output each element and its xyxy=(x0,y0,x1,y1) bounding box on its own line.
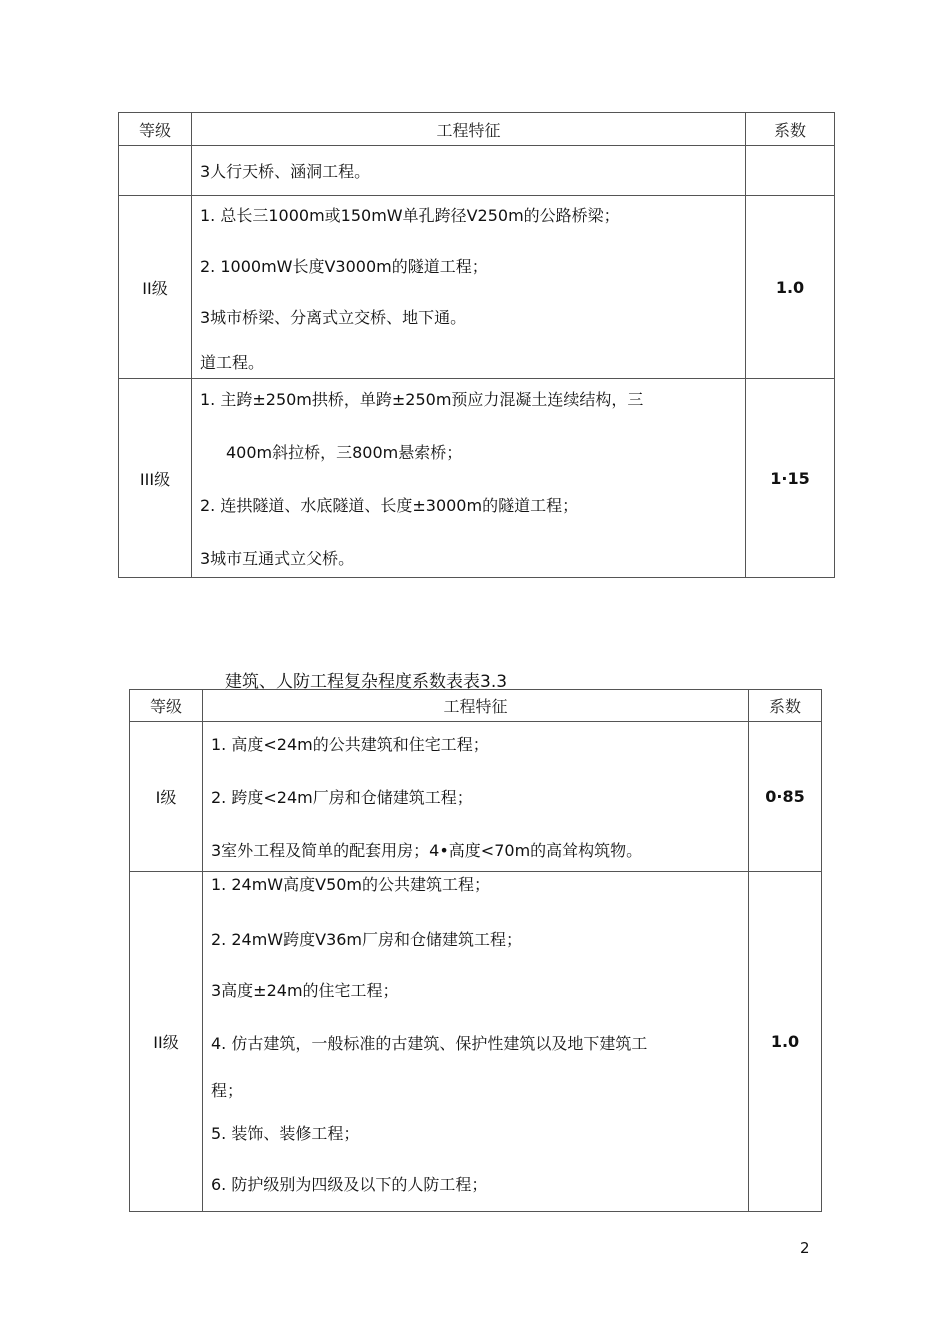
feature-line: 道工程。 xyxy=(200,353,265,372)
header-feature: 工程特征 xyxy=(203,690,749,722)
feature-cell xyxy=(192,196,746,379)
feature-cell xyxy=(192,146,746,196)
table-header-row xyxy=(130,690,822,722)
feature-line: 1. 总长三1000m或150mW单孔跨径V250m的公路桥梁； xyxy=(200,206,620,225)
table-caption: 建筑、人防工程复杂程度系数表表3.3 xyxy=(225,672,508,692)
feature-line: 5. 装饰、装修工程； xyxy=(211,1124,360,1143)
table-row xyxy=(119,196,835,379)
feature-line: 2. 跨度<24m厂房和仓储建筑工程； xyxy=(211,788,473,807)
coef-cell: 1.0 xyxy=(746,196,835,379)
feature-cell xyxy=(203,722,749,872)
feature-line: 4. 仿古建筑，一般标准的古建筑、保护性建筑以及地下建筑工 xyxy=(211,1034,648,1053)
grade-cell: II级 xyxy=(119,196,192,379)
feature-line: 3城市互通式立父桥。 xyxy=(200,549,355,568)
feature-line: 1. 24mW高度V50m的公共建筑工程； xyxy=(211,875,491,894)
coef-cell xyxy=(746,146,835,196)
table-row xyxy=(119,146,835,196)
feature-line: 2. 24mW跨度V36m厂房和仓储建筑工程； xyxy=(211,930,523,949)
feature-line: 程； xyxy=(211,1081,244,1100)
table-row xyxy=(119,379,835,578)
grade-cell: II级 xyxy=(130,872,203,1212)
feature-line: 1. 高度<24m的公共建筑和住宅工程； xyxy=(211,735,489,754)
table-row xyxy=(130,872,822,1212)
feature-line: 400m斜拉桥，三800m悬索桥； xyxy=(226,443,463,462)
feature-line: 3城市桥梁、分离式立交桥、地下通。 xyxy=(200,308,467,327)
grade-cell xyxy=(119,146,192,196)
feature-line: 6. 防护级别为四级及以下的人防工程； xyxy=(211,1175,488,1194)
coef-cell: 1.0 xyxy=(749,872,822,1212)
grade-cell: III级 xyxy=(119,379,192,578)
header-grade: 等级 xyxy=(130,690,203,722)
feature-cell xyxy=(203,872,749,1212)
header-coef: 系数 xyxy=(749,690,822,722)
table-bridge-tunnel xyxy=(118,112,835,578)
feature-line: 3室外工程及简单的配套用房；4•高度<70m的高耸构筑物。 xyxy=(211,841,643,860)
feature-line: 3人行天桥、涵洞工程。 xyxy=(200,162,371,181)
page-number: 2 xyxy=(800,1239,810,1257)
header-feature: 工程特征 xyxy=(192,113,746,146)
coef-cell: 0·85 xyxy=(749,722,822,872)
header-coef: 系数 xyxy=(746,113,835,146)
table-header-row xyxy=(119,113,835,146)
grade-cell: I级 xyxy=(130,722,203,872)
feature-line: 2. 连拱隧道、水底隧道、长度±3000m的隧道工程； xyxy=(200,496,579,515)
feature-line: 2. 1000mW长度V3000m的隧道工程； xyxy=(200,257,488,276)
table-building-civil-defense xyxy=(129,689,822,1212)
feature-line: 3高度±24m的住宅工程； xyxy=(211,981,399,1000)
feature-line: 1. 主跨±250m拱桥，单跨±250m预应力混凝土连续结构，三 xyxy=(200,390,644,409)
header-grade: 等级 xyxy=(119,113,192,146)
table-row xyxy=(130,722,822,872)
coef-cell: 1·15 xyxy=(746,379,835,578)
feature-cell xyxy=(192,379,746,578)
